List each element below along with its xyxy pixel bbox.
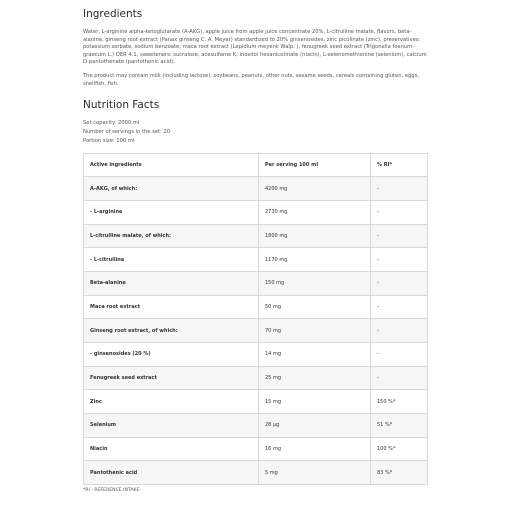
ri-percent: -	[371, 271, 428, 295]
table-header-row	[84, 154, 428, 177]
table-row	[84, 437, 428, 461]
ri-percent: -	[371, 366, 428, 390]
header-active-ingredients: Active ingredients	[84, 154, 259, 177]
amount-per-serving: 5 mg	[259, 461, 371, 485]
amount-per-serving: 14 mg	[259, 342, 371, 366]
table-row	[84, 177, 428, 201]
ri-percent: -	[371, 295, 428, 319]
product-info	[83, 8, 427, 493]
ingredient-name: Zinc	[84, 390, 259, 414]
ri-percent: -	[371, 319, 428, 343]
table-row	[84, 461, 428, 485]
ingredient-name: Selenium	[84, 414, 259, 438]
table-row	[84, 224, 428, 248]
amount-per-serving: 70 mg	[259, 319, 371, 343]
ingredient-name: L-citrulline malate, of which:	[84, 224, 259, 248]
table-row	[84, 271, 428, 295]
ri-percent: 51 %*	[371, 414, 428, 438]
ri-percent: 100 %*	[371, 437, 428, 461]
ingredient-name: Niacin	[84, 437, 259, 461]
amount-per-serving: 4200 mg	[259, 177, 371, 201]
set-capacity: Set capacity: 2000 ml	[83, 120, 140, 127]
ingredients-heading: Ingredients	[83, 8, 143, 20]
table-row	[84, 390, 428, 414]
ri-footnote: *RI - REFERENCE INTAKE	[83, 488, 140, 494]
ri-percent: -	[371, 224, 428, 248]
ri-percent: -	[371, 248, 428, 272]
nutrition-table-body	[84, 177, 428, 485]
ingredient-name: Ginseng root extract, of which:	[84, 319, 259, 343]
nutrition-heading: Nutrition Facts	[83, 99, 160, 112]
amount-per-serving: 150 mg	[259, 271, 371, 295]
table-row	[84, 414, 428, 438]
amount-per-serving: 15 mg	[259, 390, 371, 414]
amount-per-serving: 1170 mg	[259, 248, 371, 272]
amount-per-serving: 50 mg	[259, 295, 371, 319]
ingredient-name: Maca root extract	[84, 295, 259, 319]
table-row	[84, 319, 428, 343]
allergen-text: The product may contain milk (including lactose), soybeans, peanuts, other nuts, sesame seeds, cereals containing gluten, eggs, shellfish, fish.	[83, 72, 419, 87]
ingredient-name: Pantothenic acid	[84, 461, 259, 485]
ri-percent: -	[371, 200, 428, 224]
ingredients-text: Water, L-arginine alpha-ketoglutarate (A-AKG), apple juice from apple juice concentrate 20%, L-citrulline malate, flavors, beta-alanine, ginseng root extract (Panax ginseng C. A. Meyer) standardized to 20% ginsenosides, zinc picolinate (zinc), preservatives: potassium sorbate, sodium benzoate; maca root extract (Lepidium meyenii Walp. ), fenugreek seed extract (Trigonella foenum-graecum L.) DER 4:1, sweeteners: sucralose, acesulfame K; inositol hexanicotinate (niacin), L-selenomethionine (selenium), calcium D-pantothenate (pantothenic acid).	[83, 29, 427, 66]
table-row	[84, 200, 428, 224]
servings-count: Number of servings in the set: 20	[83, 129, 171, 136]
serving-info	[83, 119, 427, 146]
ingredient-name: - ginsenosides (20 %)	[84, 342, 259, 366]
ri-percent: -	[371, 342, 428, 366]
amount-per-serving: 16 mg	[259, 437, 371, 461]
ingredient-name: - L-citrulline	[84, 248, 259, 272]
ingredient-name: A-AKG, of which:	[84, 177, 259, 201]
ingredient-name: - L-arginine	[84, 200, 259, 224]
amount-per-serving: 2730 mg	[259, 200, 371, 224]
table-row	[84, 366, 428, 390]
table-row	[84, 295, 428, 319]
ri-percent: -	[371, 177, 428, 201]
ingredient-name: Beta-alanine	[84, 271, 259, 295]
portion-size: Portion size: 100 ml	[83, 138, 135, 145]
ingredient-name: Fenugreek seed extract	[84, 366, 259, 390]
amount-per-serving: 1800 mg	[259, 224, 371, 248]
amount-per-serving: 25 mg	[259, 366, 371, 390]
amount-per-serving: 28 µg	[259, 414, 371, 438]
nutrition-table	[83, 153, 428, 485]
ri-percent: 150 %*	[371, 390, 428, 414]
table-row	[84, 342, 428, 366]
table-row	[84, 248, 428, 272]
header-ri: % RI*	[371, 154, 428, 177]
header-per-serving: Per serving 100 ml	[259, 154, 371, 177]
ri-percent: 83 %*	[371, 461, 428, 485]
